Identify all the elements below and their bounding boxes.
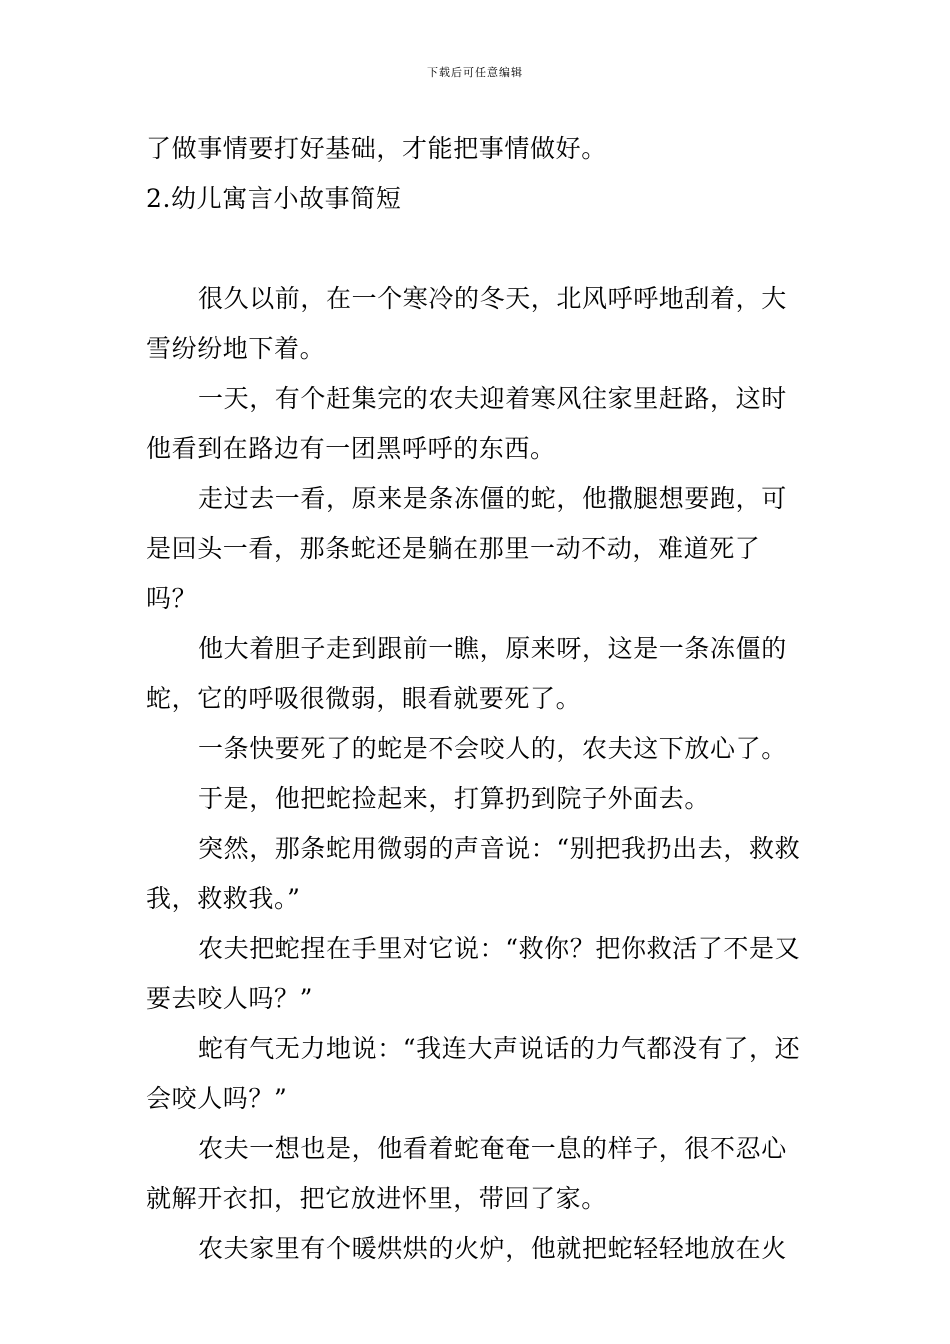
page-header-note: 下载后可任意编辑 (427, 66, 523, 79)
story-paragraph: 走过去一看，原来是条冻僵的蛇，他撒腿想要跑，可是回头一看，那条蛇还是躺在那里一动不动，难道死了吗？ (146, 484, 787, 613)
story-paragraph: 突然，那条蛇用微弱的声音说：“别把我扔出去，救救我，救救我。” (146, 834, 801, 913)
section-title: 2.幼儿寓言小故事简短 (146, 184, 402, 213)
story-paragraph: 农夫把蛇捏在手里对它说：“救你？把你救活了不是又要去咬人吗？” (146, 934, 801, 1013)
story-paragraph: 很久以前，在一个寒冷的冬天，北风呼呼地刮着，大雪纷纷地下着。 (146, 284, 787, 363)
story-paragraph: 一条快要死了的蛇是不会咬人的，农夫这下放心了。 (198, 734, 787, 763)
story-paragraph: 一天，有个赶集完的农夫迎着寒风往家里赶路，这时他看到在路边有一团黑呼呼的东西。 (146, 384, 787, 463)
continuation-line: 了做事情要打好基础，才能把事情做好。 (146, 134, 607, 163)
story-paragraph: 农夫一想也是，他看着蛇奄奄一息的样子，很不忍心就解开衣扣，把它放进怀里，带回了家。 (146, 1134, 787, 1213)
document-body (146, 124, 808, 1274)
story-paragraph: 蛇有气无力地说：“我连大声说话的力气都没有了，还会咬人吗？” (146, 1034, 801, 1113)
story-paragraph: 于是，他把蛇捡起来，打算扔到院子外面去。 (198, 784, 711, 813)
story-paragraph: 农夫家里有个暖烘烘的火炉，他就把蛇轻轻地放在火 (198, 1234, 787, 1263)
blank-line (146, 224, 808, 274)
story-paragraph: 他大着胆子走到跟前一瞧，原来呀，这是一条冻僵的蛇，它的呼吸很微弱，眼看就要死了。 (146, 634, 787, 713)
